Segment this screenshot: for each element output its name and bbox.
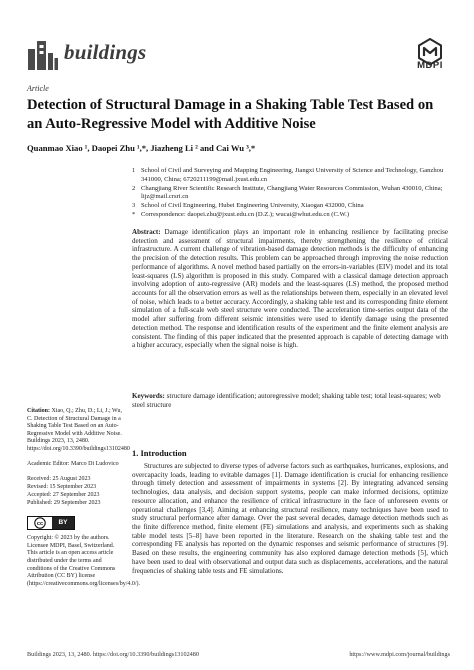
dates-block (27, 475, 124, 507)
affiliation-1 (132, 167, 452, 184)
correspondence (132, 211, 452, 220)
accepted-date: Accepted: 27 September 2023 (27, 492, 100, 499)
abstract-text: Damage identification plays an important role in enhancing resilience by facilitating precise detection and assessment of structural impairments, thereby strengthening the resilience of critical infrastructure. A current challenge of vibration-based damage detection methods is the difficulty of enhancing the precision of the detection results. This problem can be approached through improving the noise reduction performance of algorithms. A novel method based partially on the errors-in-variables (EIV) model and its total least-squares (LS) algorithm is proposed in this study. Compared with a classical damage detection approach involving adoption of auto-regressive (AR) models and the least-squares (LS) method, the proposed method accounts for all the observation errors as well as the relationships between them, especially in an elevated level of noise, which leads to a better accuracy. Accordingly, a shaking table test and its corresponding finite element simulation of a full-scale web steel structure were conducted. The acceleration time-series output data of the model after suffering from different seismic intensities were used to identify damage using the presented detection method. The response and identification results of the experiment and the finite element analysis are consistent. The finding of this paper indicated that the presented approach is capable of detecting damage with a higher accuracy, especially when the signal noise is high. (132, 228, 448, 350)
affiliation-mark: 2 (132, 184, 136, 192)
citation-label: Citation: (27, 408, 50, 414)
affiliation-text: School of Civil Engineering, Hubei Engineering University, Xiaogan 432000, China (141, 202, 364, 210)
author-list: Quanmao Xiao ¹, Daopei Zhu ¹,*, Jiazheng Li ² and Cai Wu ³,* (27, 143, 256, 153)
svg-text:cc: cc (36, 521, 44, 528)
journal-name: buildings (64, 40, 147, 64)
cc-icon (28, 517, 52, 529)
cc-by-license-badge[interactable] (27, 516, 75, 530)
article-sidebar (27, 408, 141, 595)
footer-journal-url[interactable]: https://www.mdpi.com/journal/buildings (349, 651, 450, 658)
revised-date: Revised: 15 September 2023 (27, 484, 97, 491)
affiliation-text: Changjiang River Scientific Research Institute, Changjiang Water Resources Commission, Wuhan 430010, China; lijz@mail.crsri.cn (141, 184, 443, 201)
affiliation-mark: 3 (132, 202, 136, 210)
keywords-label: Keywords: (132, 392, 165, 400)
introduction-text: Structures are subjected to diverse types of adverse factors such as earthquakes, hurricanes, explosions, and overcapacity loads, leading to evitable damages [1]. Damage identification is crucial for enhancing resilience through timely detection and assessment of impairments in systems [2]. By integrating advanced sensing technologies, data analysis, and decision support systems, people can make informed decisions, optimize resource allocation, and enhance the resilience of critical infrastructure in the face of unforeseen events or operational challenges [3,4]. Aiming at enhancing structural resilience, many techniques have been used to study structural performance after damage. Over the past several decades, damage detection methods such as the finite difference method, finite element (FE) simulations and analysis, and experiments such as shaking table model tests [5–8] have been reported in the literature. Research on the shaking table test and the corresponding FE analysis has reported on the dynamic responses and seismic performance of structures [9]. Based on these results, the engineering community has also explored damage detection methods [5], which have been used to deal with observational and output data such as displacements, accelerations, and the natural frequencies of shaking table tests and FE simulations. (132, 462, 448, 575)
abstract-label: Abstract: (132, 228, 161, 236)
citation-block (27, 408, 130, 454)
section-heading: 1. Introduction (132, 448, 187, 458)
abstract (132, 228, 448, 350)
editor-block (27, 461, 124, 469)
keywords (132, 392, 448, 409)
publisher-label: MDPI (417, 60, 443, 71)
editor-name: Marco Di Ludovico (70, 460, 119, 467)
correspondence-text: Correspondence: daopei.zhu@jxust.edu.cn (D.Z.); wucai@whut.edu.cn (C.W.) (141, 211, 350, 219)
affiliation-2 (132, 185, 452, 202)
journal-header (27, 38, 450, 72)
by-icon: BY (52, 517, 74, 529)
affiliation-text: School of Civil and Surveying and Mapping Engineering, Jiangxi University of Science and Technology, Ganzhou 341000, China; 6720211199@mail.jxust.edu.cn (141, 167, 444, 183)
keywords-text: structure damage identification; autoregressive model; shaking table test; total least-squares; web steel structure (132, 392, 441, 409)
buildings-logo-icon (27, 40, 59, 70)
affiliation-mark: 1 (132, 167, 136, 174)
copyright-block: Copyright: © 2023 by the authors. Licensee MDPI, Basel, Switzerland. This article is an open access article distributed under the terms and conditions of the Creative Commons Attribution (CC BY) license (https://creativecommons.org/licenses/by/4.0/). (27, 535, 141, 587)
article-title: Detection of Structural Damage in a Shaking Table Test Based on an Auto-Regressive Model with Additive Noise (27, 97, 434, 132)
editor-label: Academic Editor: (27, 460, 70, 467)
received-date: Received: 25 August 2023 (27, 476, 91, 483)
footer-citation: Buildings 2023, 13, 2480. https://doi.org/10.3390/buildings13102480 (27, 651, 199, 658)
affiliations (132, 167, 452, 221)
affiliation-3 (132, 202, 452, 211)
citation-text: Xiao, Q.; Zhu, D.; Li, J.; Wu, C. Detection of Structural Damage in a Shaking Table Test Based on an Auto-Regressive Model with Additive Noise. Buildings 2023, 13, 2480. https://doi.org/10.3390/buildings13102480 (27, 408, 130, 452)
affiliation-mark: * (132, 211, 136, 219)
published-date: Published: 29 September 2023 (27, 500, 101, 507)
article-type: Article (27, 84, 49, 93)
